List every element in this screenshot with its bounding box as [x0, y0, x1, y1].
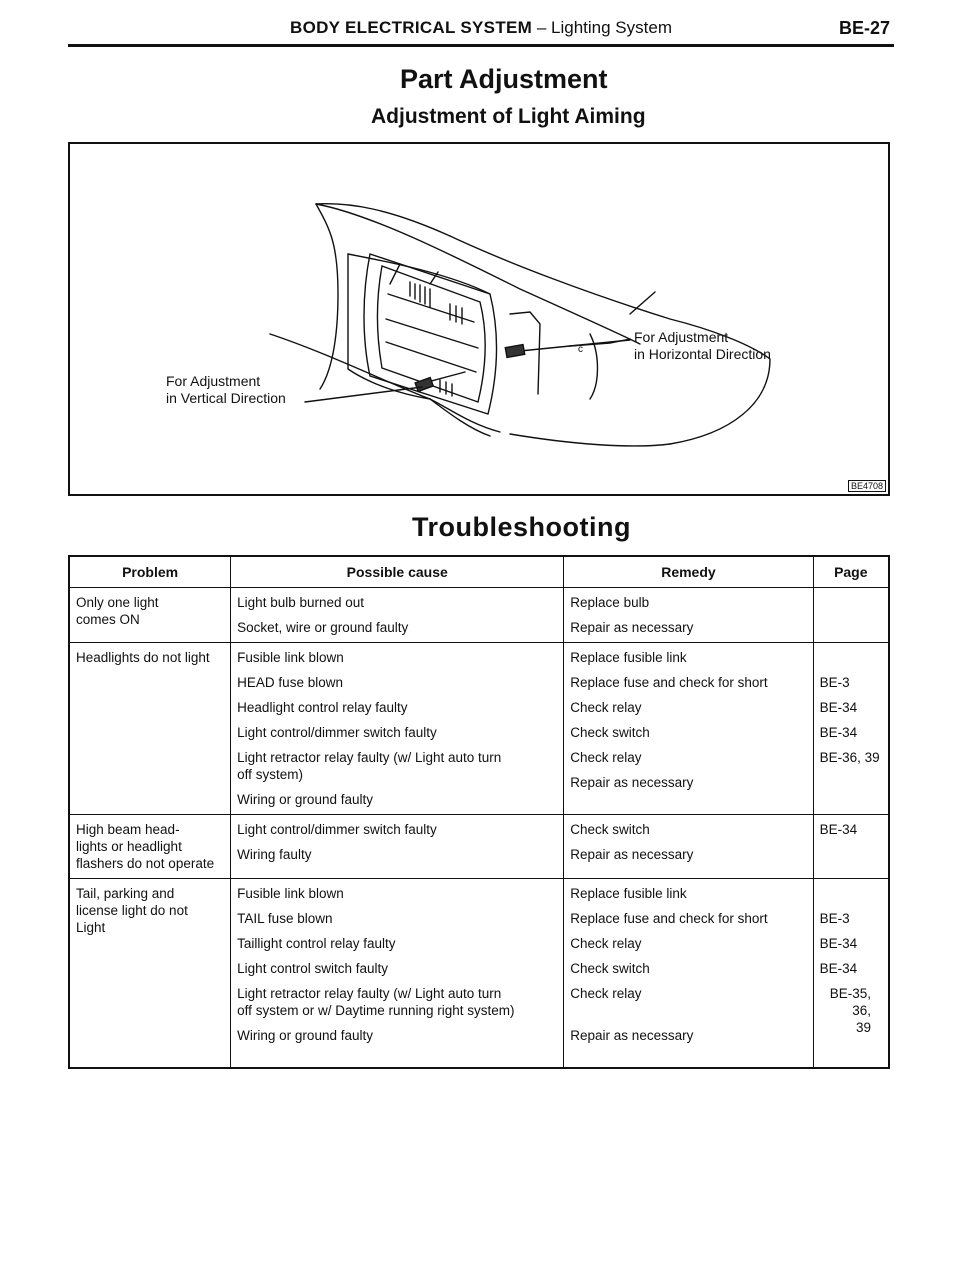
- page-ref: [820, 846, 883, 863]
- page-ref: [820, 774, 883, 791]
- page-ref: BE-34: [819, 822, 858, 837]
- cause-item: Wiring or ground faulty: [237, 1028, 373, 1043]
- page-ref: [820, 649, 883, 666]
- vertical-adjustment-label: For Adjustment in Vertical Direction: [166, 373, 286, 406]
- page-ref: [820, 1044, 883, 1061]
- remedy-item: Repair as necessary: [570, 847, 694, 862]
- svg-text:c: c: [578, 344, 583, 355]
- table-row: [69, 879, 889, 1069]
- problem-cell: [69, 588, 231, 643]
- page-ref: BE-3: [819, 911, 850, 926]
- horizontal-adjustment-label: For Adjustment in Horizontal Direction: [634, 329, 771, 362]
- remedy-cell: [564, 879, 813, 1069]
- page-ref: BE-3: [819, 675, 850, 690]
- section-heading-part-adjustment: Part Adjustment: [400, 64, 608, 94]
- cause-item: Fusible link blown: [237, 886, 344, 901]
- page-ref: BE-34: [819, 700, 858, 715]
- cause-cell: [231, 879, 564, 1069]
- cause-cell: [231, 588, 564, 643]
- remedy-item: Replace fusible link: [570, 650, 687, 665]
- section-heading-troubleshooting: Troubleshooting: [412, 512, 631, 542]
- page-ref: BE-36, 39: [819, 750, 880, 765]
- page-header: [68, 14, 894, 47]
- problem-text: Tail, parking and license light do not Light: [76, 886, 188, 935]
- headlight-illustration: [70, 144, 892, 498]
- remedy-item: Check switch: [570, 725, 650, 740]
- troubleshooting-table: [68, 555, 890, 1069]
- problem-text: Headlights do not light: [76, 650, 210, 665]
- cause-item: Light bulb burned out: [237, 595, 365, 610]
- header-subsection: – Lighting System: [532, 18, 672, 37]
- remedy-item: Repair as necessary: [570, 1028, 694, 1043]
- cause-item: Light retractor relay faulty (w/ Light auto turn off system or w/ Daytime running right system): [237, 986, 515, 1018]
- remedy-cell: [564, 815, 813, 879]
- remedy-cell: [564, 643, 813, 815]
- headlight-aiming-figure: [68, 142, 890, 496]
- cause-item: Light control/dimmer switch faulty: [237, 725, 437, 740]
- remedy-item: Check relay: [570, 750, 642, 765]
- header-title: [290, 18, 672, 38]
- remedy-item: Repair as necessary: [570, 620, 694, 635]
- page-cell: [813, 815, 889, 879]
- cause-item: Wiring faulty: [237, 847, 312, 862]
- problem-cell: [69, 879, 231, 1069]
- table-row: [69, 643, 889, 815]
- page-ref: BE-34: [819, 961, 858, 976]
- cause-cell: [231, 815, 564, 879]
- cause-cell: [231, 643, 564, 815]
- cause-item: TAIL fuse blown: [237, 911, 333, 926]
- cause-item: Wiring or ground faulty: [237, 792, 373, 807]
- cause-item: Taillight control relay faulty: [237, 936, 396, 951]
- remedy-item: Replace fuse and check for short: [570, 675, 768, 690]
- cause-item: Light control switch faulty: [237, 961, 388, 976]
- remedy-item: Check switch: [570, 961, 650, 976]
- subheading-light-aiming: Adjustment of Light Aiming: [371, 105, 646, 128]
- table-row: [69, 815, 889, 879]
- page-cell: [813, 588, 889, 643]
- page-cell: [813, 643, 889, 815]
- column-header-cause: Possible cause: [231, 556, 564, 588]
- remedy-item: Check relay: [570, 936, 642, 951]
- remedy-item: Check switch: [570, 822, 650, 837]
- problem-cell: [69, 815, 231, 879]
- remedy-item: Check relay: [570, 986, 642, 1001]
- page-number: BE-27: [838, 18, 890, 38]
- problem-text: High beam head- lights or headlight flashers do not operate: [76, 822, 215, 871]
- page-ref: BE-34: [819, 936, 858, 951]
- cause-item: Headlight control relay faulty: [237, 700, 408, 715]
- remedy-item: Repair as necessary: [570, 775, 694, 790]
- table-row: [69, 588, 889, 643]
- column-header-page: Page: [813, 556, 889, 588]
- problem-cell: [69, 643, 231, 815]
- remedy-item: Replace fusible link: [570, 886, 687, 901]
- figure-code: BE4708: [848, 480, 886, 492]
- page-ref: BE-35, 36, 39: [829, 986, 871, 1035]
- cause-item: HEAD fuse blown: [237, 675, 343, 690]
- column-header-problem: Problem: [69, 556, 231, 588]
- problem-text: Only one light comes ON: [76, 595, 159, 627]
- header-section: BODY ELECTRICAL SYSTEM: [290, 18, 533, 37]
- column-header-remedy: Remedy: [564, 556, 813, 588]
- cause-item: Light retractor relay faulty (w/ Light auto turn off system): [237, 750, 502, 782]
- remedy-item: Replace bulb: [570, 595, 650, 610]
- cause-item: Socket, wire or ground faulty: [237, 620, 409, 635]
- page-ref: [820, 885, 883, 902]
- page-ref: [820, 619, 883, 636]
- page-ref: BE-34: [819, 725, 858, 740]
- table-header-row: [69, 556, 889, 588]
- remedy-cell: [564, 588, 813, 643]
- page-ref: [820, 594, 883, 611]
- cause-item: Light control/dimmer switch faulty: [237, 822, 437, 837]
- remedy-item: Check relay: [570, 700, 642, 715]
- page-cell: [813, 879, 889, 1069]
- cause-item: Fusible link blown: [237, 650, 344, 665]
- remedy-item: Replace fuse and check for short: [570, 911, 768, 926]
